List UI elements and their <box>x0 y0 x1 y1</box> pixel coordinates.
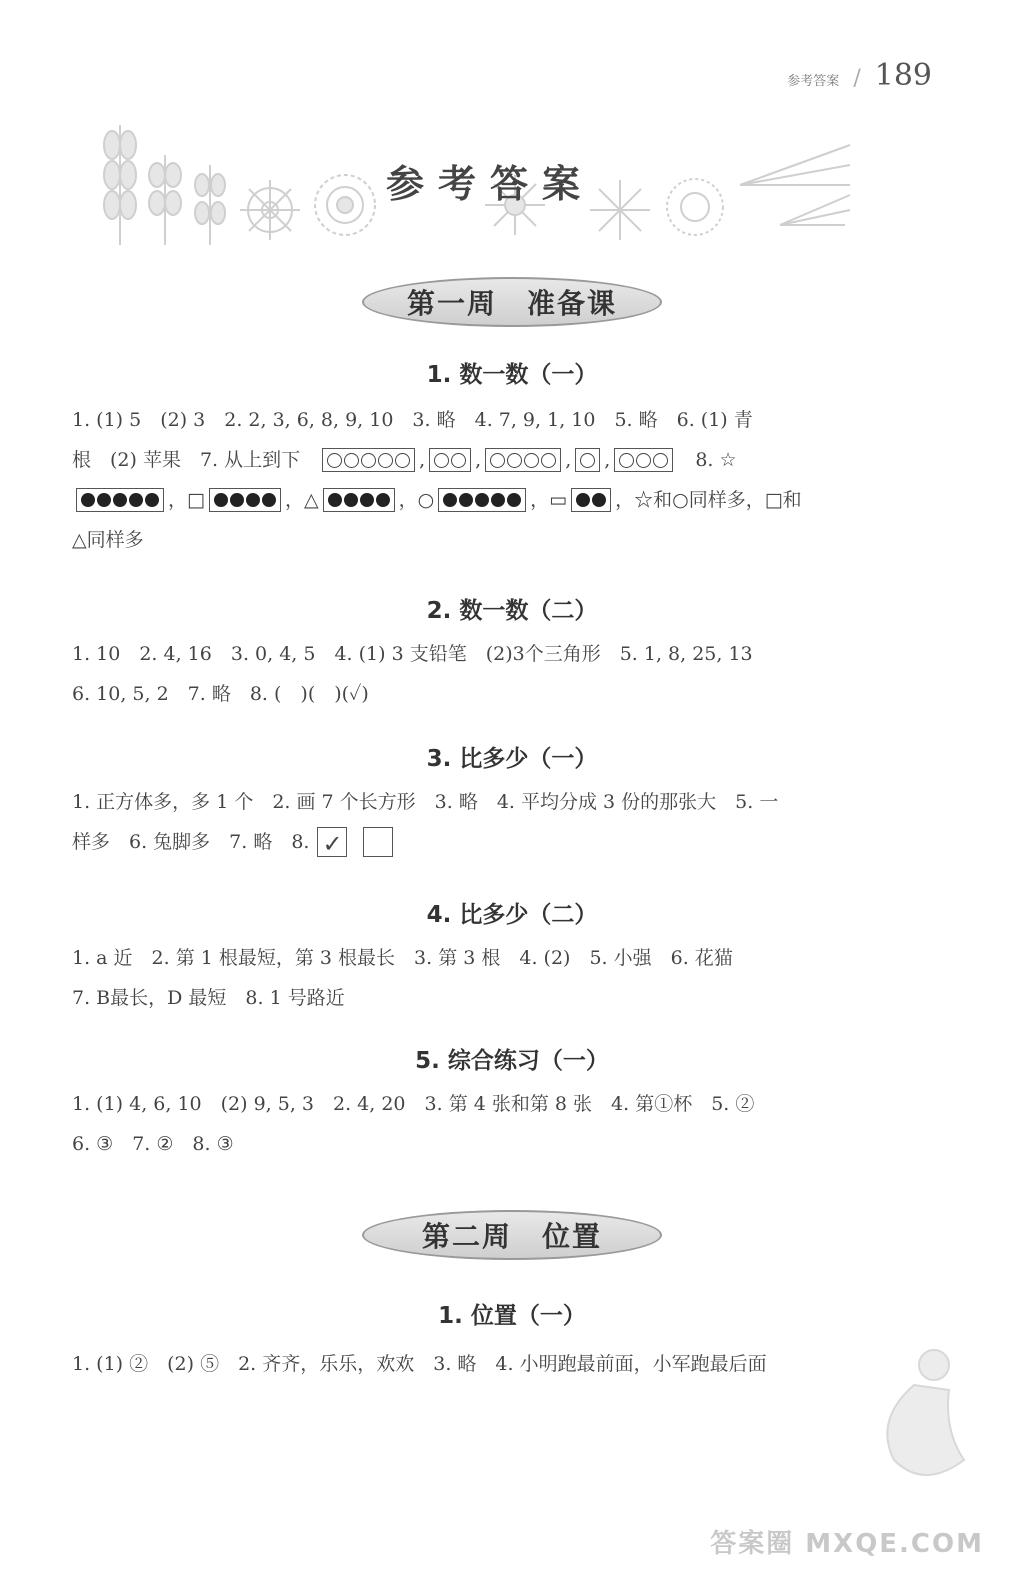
answer-line <box>72 822 902 862</box>
banner-title: 参考答案 <box>385 161 594 206</box>
answer-line: 7. B最长，D 最短 8. 1 号路近 <box>72 987 345 1009</box>
filled-circles-box <box>209 488 281 512</box>
section-answers <box>72 1344 902 1384</box>
section-title: 1. 位置（一） <box>438 1303 586 1329</box>
answer-text: 样多 6. 兔脚多 7. 略 8. <box>72 831 310 853</box>
answer-line: 1. 10 2. 4, 16 3. 0, 4, 5 4. (1) 3 支铅笔 (2)3个三角形 5. 1, 8, 25, 13 <box>72 643 753 665</box>
section-answers <box>72 1084 902 1164</box>
answer-text: 根 (2) 苹果 7. 从上到下 <box>72 449 301 471</box>
mermaid-decoration-icon <box>854 1340 984 1490</box>
answer-line: 6. ③ 7. ② 8. ③ <box>72 1133 234 1155</box>
hollow-circles-box <box>322 448 415 472</box>
answer-line: 1. 正方体多，多 1 个 2. 画 7 个长方形 3. 略 4. 平均分成 3 份的那张大 5. 一 <box>72 791 779 813</box>
section-answers <box>72 938 902 1018</box>
answer-line: 1. (1) 5 (2) 3 2. 2, 3, 6, 8, 9, 10 3. 略 4. 7, 9, 1, 10 5. 略 6. (1) 青 <box>72 409 753 431</box>
hollow-circles-box <box>485 448 561 472</box>
filled-circles-box <box>438 488 526 512</box>
week2-title-badge <box>362 1210 662 1260</box>
section-title: 4. 比多少（二） <box>426 902 598 928</box>
answer-line: △同样多 <box>72 529 144 551</box>
header-divider: / <box>853 66 861 91</box>
answer-line: 6. 10, 5, 2 7. 略 8. ( )( )(✓) <box>72 683 369 705</box>
page-number: 189 <box>874 58 932 93</box>
section-answers <box>72 400 902 560</box>
section-title: 2. 数一数（二） <box>426 598 598 624</box>
week1-title-badge <box>362 277 662 327</box>
answer-line: 1. (1) 4, 6, 10 (2) 9, 5, 3 2. 4, 20 3. 第 4 张和第 8 张 4. 第①杯 5. ② <box>72 1093 755 1115</box>
answer-text: ，△ <box>284 489 319 511</box>
title-banner <box>90 115 890 255</box>
answer-text: ，□ <box>168 489 205 511</box>
answer-text: ，○ <box>398 489 435 511</box>
answer-text: 8. ☆ <box>695 449 737 471</box>
section-answers <box>72 634 902 714</box>
week1-title: 第一周 准备课 <box>406 287 617 320</box>
answer-line: 1. a 近 2. 第 1 根最短，第 3 根最长 3. 第 3 根 4. (2) 5. 小强 6. 花猫 <box>72 947 733 969</box>
page-header <box>787 58 932 93</box>
section-title: 3. 比多少（一） <box>426 746 598 772</box>
answer-text: ，☆和○同样多，□和 <box>615 489 802 511</box>
empty-box <box>363 827 393 857</box>
answer-line <box>72 480 902 520</box>
answer-line: 根 (2) 苹果 7. 从上到下 , , , , 8. ☆ <box>72 440 902 480</box>
hollow-circles-box <box>575 448 600 472</box>
answer-text: ，▭ <box>530 489 568 511</box>
filled-circles-box <box>323 488 395 512</box>
hollow-circles-box <box>429 448 471 472</box>
section-title: 5. 综合练习（一） <box>415 1048 609 1074</box>
checked-box <box>317 827 347 857</box>
check-icon: ✓ <box>322 830 343 858</box>
watermark: 答案圈 MXQE.COM <box>710 1529 984 1559</box>
filled-circles-box <box>76 488 164 512</box>
answer-line: 1. (1) ② (2) ⑤ 2. 齐齐，乐乐，欢欢 3. 略 4. 小明跑最前面，小军跑最后面 <box>72 1353 767 1375</box>
header-label: 参考答案 <box>787 74 840 89</box>
hollow-circles-box <box>614 448 673 472</box>
week2-title: 第二周 位置 <box>421 1220 602 1253</box>
filled-circles-box <box>571 488 611 512</box>
section-title: 1. 数一数（一） <box>426 362 598 388</box>
section-answers <box>72 782 902 862</box>
